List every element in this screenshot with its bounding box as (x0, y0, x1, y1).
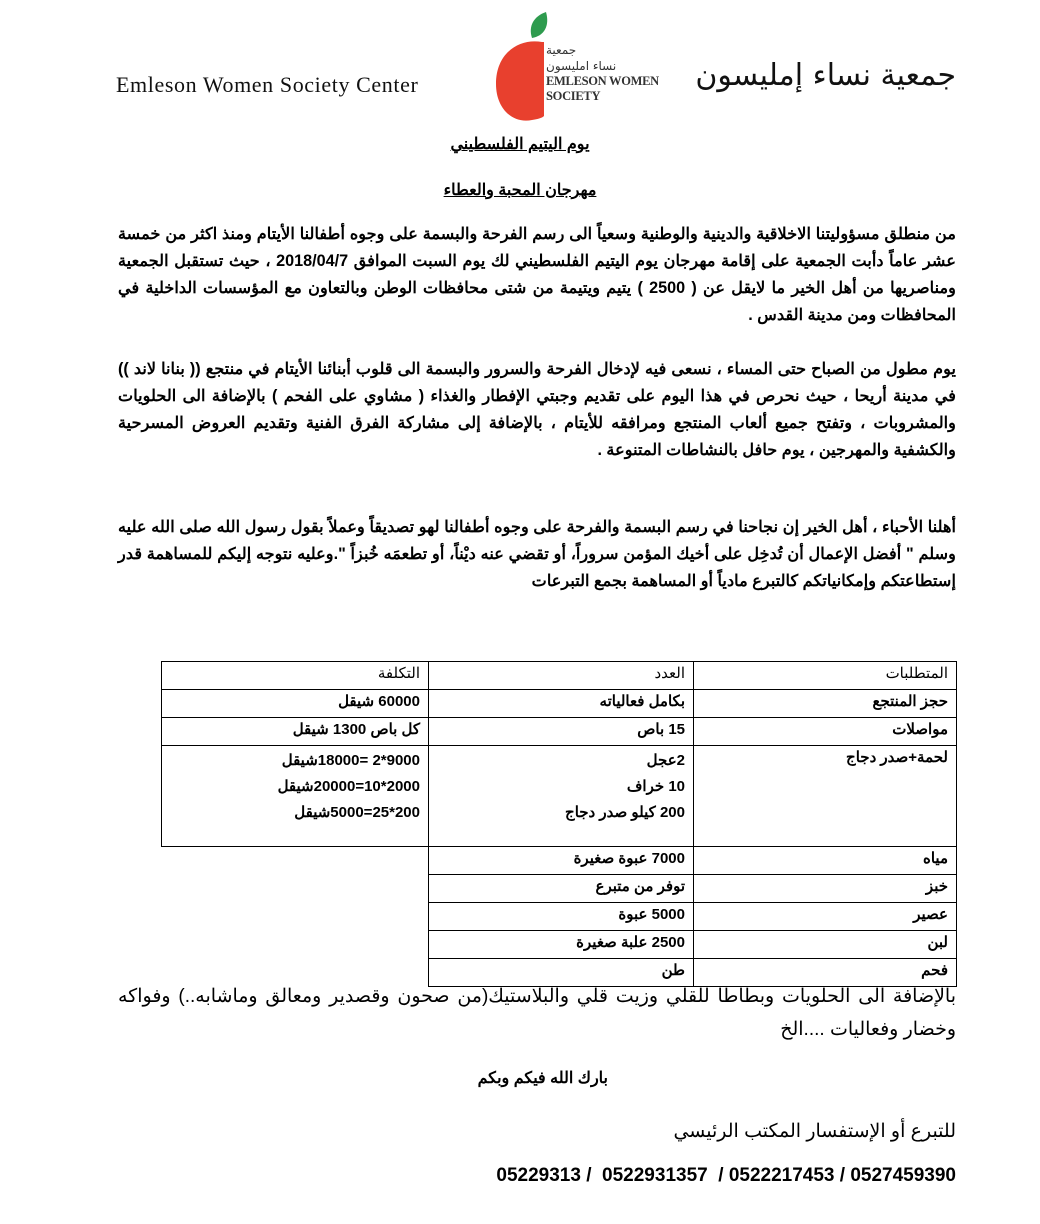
extra-items-note: بالإضافة الى الحلويات وبطاطا للقلي وزيت قلي والبلاستيك(من صحون وقصدير ومعالق وماشابه..) وفواكه وخضار وفعاليات ....الخ (118, 986, 956, 1040)
table-row (162, 875, 957, 903)
cost-line: 200*25=5000شيقل (294, 804, 420, 821)
cost-cell: كل باص 1300 شيقل (162, 718, 429, 746)
cost-line: 2000*10=20000شيقل (277, 778, 420, 795)
empty-cell (162, 931, 429, 959)
table-row (162, 690, 957, 718)
empty-cell (162, 903, 429, 931)
apple-shape (496, 41, 544, 120)
item-cell: مواصلات (694, 718, 957, 746)
table-row (162, 718, 957, 746)
org-name-english: Emleson Women Society Center (116, 72, 419, 97)
quantity-cell: طن (429, 959, 694, 987)
quantity-cell: 15 باص (429, 718, 694, 746)
leaf-shape (531, 12, 547, 38)
item-cell: خبز (694, 875, 957, 903)
cost-cell (162, 746, 429, 847)
header-cost: التكلفة (162, 662, 429, 690)
header-requirements: المتطلبات (694, 662, 957, 690)
contact-label: للتبرع أو الإستفسار المكتب الرئيسي (673, 1121, 956, 1142)
quantity-cell: 7000 عبوة صغيرة (429, 847, 694, 875)
cost-line: 9000*2 =18000شيقل (281, 752, 420, 769)
phone-numbers: 05229313 / 0522931357 / 0522217453 / 0527459390 (496, 1165, 956, 1186)
logo-text (546, 42, 659, 104)
main-title: يوم اليتيم الفلسطيني (450, 136, 590, 153)
paragraph-appeal: أهلنا الأحباء ، أهل الخير إن نجاحنا في رسم البسمة والفرحة على وجوه أطفالنا لهو تصديقاً وعملاً بقول رسول الله صلى الله عليه وسلم " أفضل الإعمال أن تُدخِل على أخيك المؤمن سروراً، أو تقضي عنه ديْناً، أو تطعمَه خُبزاً ".وعليه نتوجه إليكم للمساهمة قدر إستطاعتكم وإمكانياتكم كالتبرع مادياً أو المساهمة بجمع التبرعات (118, 518, 956, 590)
item-cell: لحمة+صدر دجاج (694, 746, 957, 847)
logo-arabic-line-2: نساء امليسون (546, 59, 617, 73)
cost-cell: 60000 شيقل (162, 690, 429, 718)
table-header-row (162, 662, 957, 690)
item-cell: لبن (694, 931, 957, 959)
blessing: بارك الله فيكم وبكم (477, 1070, 608, 1087)
table-row (162, 903, 957, 931)
org-logo (490, 8, 685, 128)
item-cell: حجز المنتجع (694, 690, 957, 718)
paragraph-program: يوم مطول من الصباح حتى المساء ، نسعى فيه لإدخال الفرحة والسرور والبسمة الى قلوب أبنائنا الأيتام في منتجع (( بنانا لاند )) في مدينة أريحا ، حيث نحرص في هذا اليوم على تقديم وجبتي الإفطار والغذاء ( مشاوي على الفحم ) بالإضافة الى الحلويات والمشروبات ، وتفتح جميع ألعاب المنتجع ومرافقه للأيتام ، بالإضافة إلى مشاركة الفرق الفنية وتقديم العروض المسرحية والكشفية والمهرجين ، يوم حافل بالنشاطات المتنوعة . (118, 360, 956, 459)
item-cell: فحم (694, 959, 957, 987)
item-cell: عصير (694, 903, 957, 931)
table-row (162, 746, 957, 847)
item-cell: مياه (694, 847, 957, 875)
header-quantity: العدد (429, 662, 694, 690)
quantity-cell: 5000 عبوة (429, 903, 694, 931)
empty-cell (162, 847, 429, 875)
logo-arabic-line-1: جمعية (546, 43, 577, 57)
logo-english-line-2: SOCIETY (546, 89, 601, 103)
quantity-cell: بكامل فعالياته (429, 690, 694, 718)
org-name-arabic: جمعية نساء إمليسون (695, 58, 956, 93)
requirements-table (161, 661, 957, 987)
table-row (162, 931, 957, 959)
quantity-line: 10 خراف (626, 778, 685, 795)
quantity-cell: 2500 علبة صغيرة (429, 931, 694, 959)
table-row (162, 847, 957, 875)
logo-english-line-1: EMLESON WOMEN (546, 74, 659, 88)
paragraph-intro: من منطلق مسؤوليتنا الاخلاقية والدينية والوطنية وسعياً الى رسم الفرحة والبسمة على وجوه أطفالنا الأيتام ومنذ اكثر من خمسة عشر عاماً دأبت الجمعية على إقامة مهرجان يوم اليتيم الفلسطيني لك يوم السبت الموافق 2018/04/7 ، حيث تستقبل الجمعية ومناصريها من أهل الخير ما لايقل عن ( 2500 ) يتيم ويتيمة من شتى محافظات الوطن وبالتعاون مع المؤسسات الداخلية في المحافظات ومن مدينة القدس . (118, 225, 956, 324)
sub-title: مهرجان المحبة والعطاء (443, 182, 597, 199)
empty-cell (162, 875, 429, 903)
quantity-line: 200 كيلو صدر دجاج (565, 804, 685, 821)
quantity-cell (429, 746, 694, 847)
quantity-cell: توفر من متبرع (429, 875, 694, 903)
quantity-line: 2عجل (646, 752, 685, 769)
